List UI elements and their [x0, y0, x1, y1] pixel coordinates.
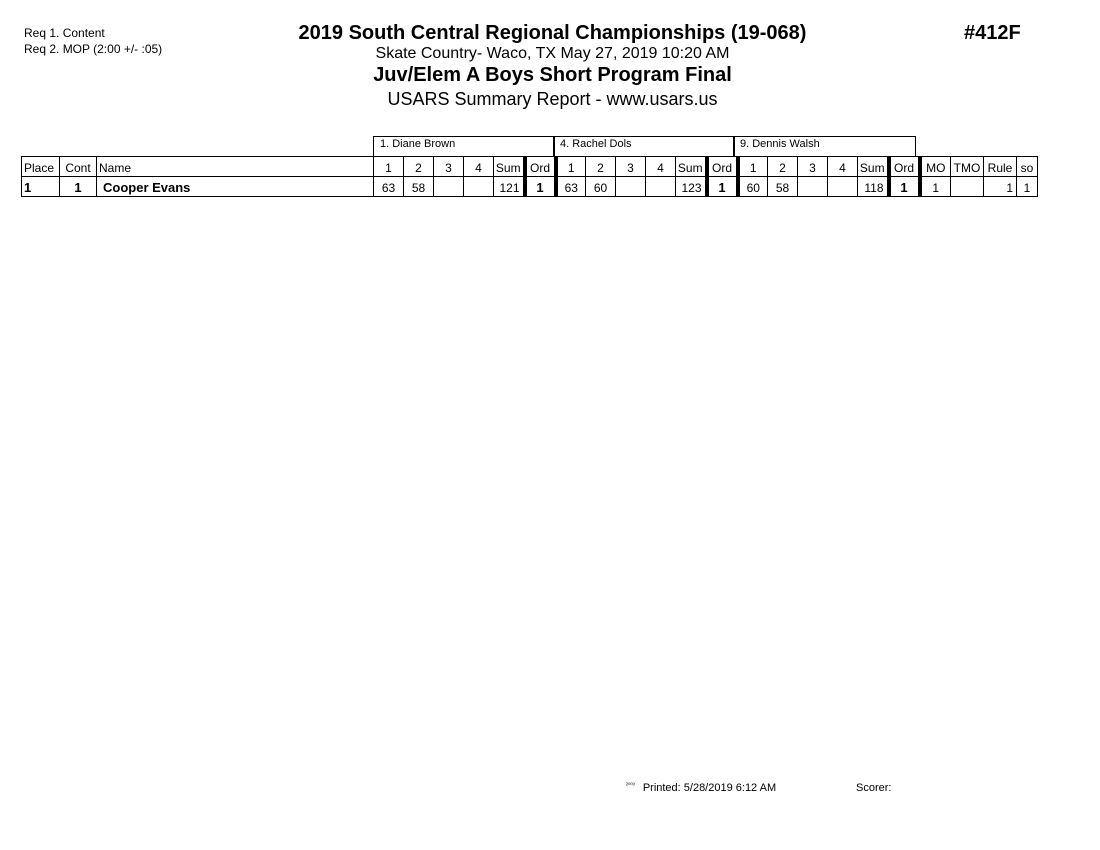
judge-2-header: 4. Rachel Dols: [553, 136, 735, 156]
j2-score-2: 60: [586, 177, 616, 197]
j2-score-3: [616, 177, 646, 197]
j2-col-1: 1: [556, 157, 586, 177]
col-rule: Rule: [984, 157, 1017, 177]
j1-score-4: [464, 177, 494, 197]
program-title: Juv/Elem A Boys Short Program Final: [373, 64, 732, 86]
j3-col-sum: Sum: [858, 157, 889, 177]
j2-ord: 1: [707, 177, 738, 197]
j1-col-2: 2: [404, 157, 434, 177]
j1-ord: 1: [525, 177, 556, 197]
j3-col-2: 2: [768, 157, 798, 177]
j1-col-sum: Sum: [494, 157, 525, 177]
col-mo: MO: [920, 157, 951, 177]
header-row: [22, 157, 1038, 177]
j3-col-3: 3: [798, 157, 828, 177]
row-so: 1: [1017, 177, 1038, 197]
report-title: USARS Summary Report - www.usars.us: [387, 89, 718, 109]
j3-col-ord: Ord: [889, 157, 920, 177]
row-place: 1: [22, 177, 60, 197]
j1-score-2: 58: [404, 177, 434, 197]
j3-col-1: 1: [738, 157, 768, 177]
col-place: Place: [22, 157, 60, 177]
judge-1-header: 1. Diane Brown: [373, 136, 555, 156]
printed-timestamp: Printed: 5/28/2019 6:12 AM: [642, 782, 777, 794]
event-title: 2019 South Central Regional Championships (19-068): [298, 22, 807, 44]
j2-col-ord: Ord: [707, 157, 738, 177]
j3-score-3: [798, 177, 828, 197]
j3-sum: 118: [858, 177, 889, 197]
j3-score-4: [828, 177, 858, 197]
requirement-2: Req 2. MOP (2:00 +/- :05): [24, 42, 163, 56]
j1-col-1: 1: [374, 157, 404, 177]
j2-sum: 123: [676, 177, 707, 197]
j2-score-1: 63: [556, 177, 586, 197]
event-code: #412F: [964, 22, 1021, 44]
judge-3-header: 9. Dennis Walsh: [733, 136, 916, 156]
printed-info: [626, 782, 776, 794]
j2-col-4: 4: [646, 157, 676, 177]
col-cont: Cont: [60, 157, 97, 177]
col-so: so: [1017, 157, 1038, 177]
scorer-label: Scorer:: [856, 782, 892, 794]
j1-col-3: 3: [434, 157, 464, 177]
row-name: Cooper Evans: [97, 177, 374, 197]
row-tmo: [951, 177, 984, 197]
col-name: Name: [97, 157, 374, 177]
j1-col-4: 4: [464, 157, 494, 177]
j3-score-1: 60: [738, 177, 768, 197]
results-table: [21, 156, 1038, 197]
row-rule: 1: [984, 177, 1017, 197]
j2-col-3: 3: [616, 157, 646, 177]
row-cont: 1: [60, 177, 97, 197]
j1-col-ord: Ord: [525, 157, 556, 177]
j3-ord: 1: [889, 177, 920, 197]
col-tmo: TMO: [951, 157, 984, 177]
table-row: [22, 177, 1038, 197]
row-mo: 1: [920, 177, 951, 197]
j1-score-3: [434, 177, 464, 197]
event-location: Skate Country- Waco, TX May 27, 2019 10:20 AM: [375, 45, 730, 62]
j1-score-1: 63: [374, 177, 404, 197]
j2-col-sum: Sum: [676, 157, 707, 177]
j1-sum: 121: [494, 177, 525, 197]
j3-col-4: 4: [828, 157, 858, 177]
j2-score-4: [646, 177, 676, 197]
footer-mark: ²⁰⁰³: [626, 783, 635, 789]
requirement-1: Req 1. Content: [24, 26, 105, 40]
j3-score-2: 58: [768, 177, 798, 197]
j2-col-2: 2: [586, 157, 616, 177]
